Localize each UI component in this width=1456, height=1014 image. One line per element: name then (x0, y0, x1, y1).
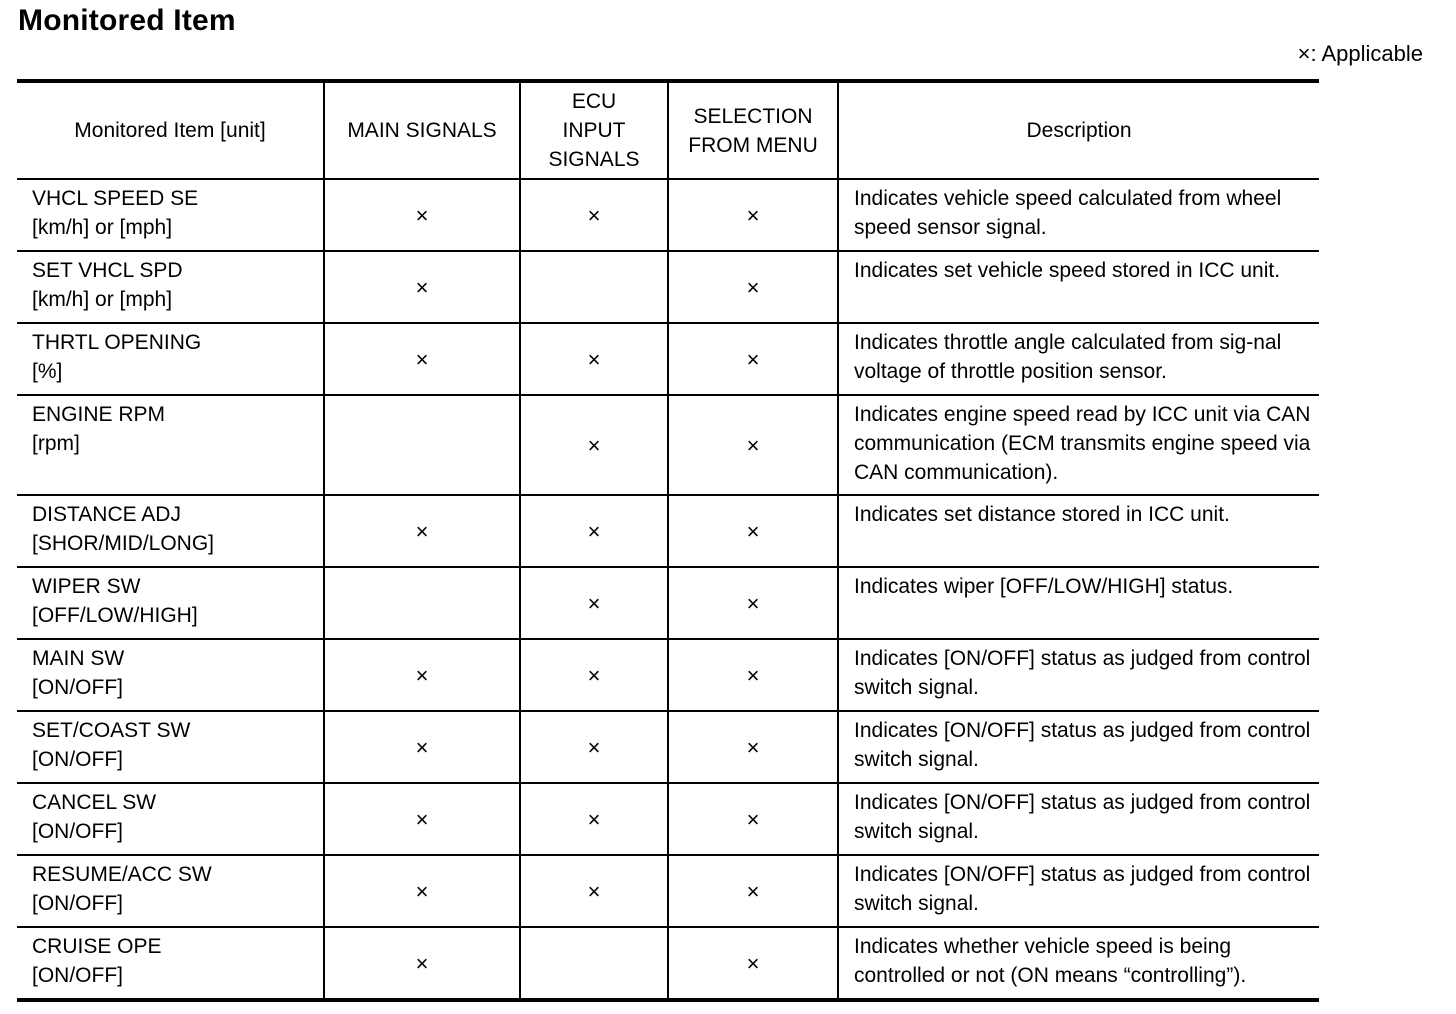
main-signals-mark: × (324, 323, 520, 395)
table-row (17, 711, 1319, 783)
item-unit: [ON/OFF] (32, 676, 123, 699)
table-row (17, 495, 1319, 567)
item-unit: [OFF/LOW/HIGH] (32, 604, 198, 627)
selection-menu-mark: × (668, 567, 838, 639)
item-unit: [rpm] (32, 432, 80, 455)
selection-menu-mark: × (668, 639, 838, 711)
table-row (17, 927, 1319, 1000)
item-name: DISTANCE ADJ (32, 503, 181, 526)
ecu-input-mark: × (520, 567, 668, 639)
main-signals-mark: × (324, 855, 520, 927)
table-row (17, 251, 1319, 323)
ecu-input-mark: × (520, 395, 668, 495)
selection-menu-mark: × (668, 711, 838, 783)
ecu-input-mark (520, 927, 668, 1000)
description-cell: Indicates set vehicle speed stored in ICC unit. (838, 251, 1319, 323)
applicable-legend: ×: Applicable (1297, 41, 1423, 66)
header-selection-from-menu: SELECTION FROM MENU (668, 81, 838, 179)
header-ecu-input-signals: ECU INPUT SIGNALS (520, 81, 668, 179)
main-signals-mark: × (324, 495, 520, 567)
ecu-input-mark: × (520, 495, 668, 567)
selection-menu-mark: × (668, 323, 838, 395)
ecu-input-mark: × (520, 179, 668, 251)
item-unit: [SHOR/MID/LONG] (32, 532, 215, 555)
item-cell (17, 395, 324, 495)
selection-menu-mark: × (668, 251, 838, 323)
item-unit: [km/h] or [mph] (32, 216, 173, 239)
header-monitored-item: Monitored Item [unit] (17, 81, 324, 179)
item-name: SET VHCL SPD (32, 259, 183, 282)
description-cell: Indicates [ON/OFF] status as judged from control switch signal. (838, 711, 1319, 783)
main-signals-mark (324, 567, 520, 639)
selection-menu-mark: × (668, 395, 838, 495)
ecu-input-mark: × (520, 323, 668, 395)
main-signals-mark: × (324, 251, 520, 323)
item-unit: [km/h] or [mph] (32, 288, 173, 311)
item-name: WIPER SW (32, 575, 141, 598)
description-cell: Indicates [ON/OFF] status as judged from control switch signal. (838, 783, 1319, 855)
description-cell: Indicates set distance stored in ICC unit. (838, 495, 1319, 567)
table-header-row (17, 81, 1319, 179)
item-name: SET/COAST SW (32, 719, 191, 742)
item-name: ENGINE RPM (32, 403, 166, 426)
table-row (17, 639, 1319, 711)
item-name: CRUISE OPE (32, 935, 162, 958)
description-cell: Indicates [ON/OFF] status as judged from control switch signal. (838, 639, 1319, 711)
item-cell (17, 855, 324, 927)
selection-menu-mark: × (668, 855, 838, 927)
item-cell (17, 495, 324, 567)
item-name: VHCL SPEED SE (32, 187, 199, 210)
header-main-signals: MAIN SIGNALS (324, 81, 520, 179)
item-unit: [ON/OFF] (32, 964, 123, 987)
description-cell: Indicates whether vehicle speed is being controlled or not (ON means “controlling”). (838, 927, 1319, 1000)
description-cell: Indicates engine speed read by ICC unit via CAN communication (ECM transmits engine speed via CAN communication). (838, 395, 1319, 495)
main-signals-mark: × (324, 639, 520, 711)
main-signals-mark (324, 395, 520, 495)
ecu-input-mark: × (520, 783, 668, 855)
item-cell (17, 251, 324, 323)
item-unit: [ON/OFF] (32, 892, 123, 915)
selection-menu-mark: × (668, 783, 838, 855)
item-name: RESUME/ACC SW (32, 863, 212, 886)
item-unit: [%] (32, 360, 63, 383)
item-cell (17, 323, 324, 395)
table-row (17, 395, 1319, 495)
table-row (17, 323, 1319, 395)
item-cell (17, 927, 324, 1000)
main-signals-mark: × (324, 179, 520, 251)
item-name: THRTL OPENING (32, 331, 202, 354)
item-cell (17, 639, 324, 711)
description-cell: Indicates wiper [OFF/LOW/HIGH] status. (838, 567, 1319, 639)
ecu-input-mark (520, 251, 668, 323)
description-cell: Indicates throttle angle calculated from sig-nal voltage of throttle position sensor. (838, 323, 1319, 395)
header-description: Description (838, 81, 1319, 179)
table-row (17, 179, 1319, 251)
description-cell: Indicates [ON/OFF] status as judged from control switch signal. (838, 855, 1319, 927)
item-cell (17, 179, 324, 251)
selection-menu-mark: × (668, 495, 838, 567)
item-cell (17, 783, 324, 855)
main-signals-mark: × (324, 783, 520, 855)
main-signals-mark: × (324, 711, 520, 783)
table-row (17, 783, 1319, 855)
monitored-item-table (17, 79, 1319, 1002)
item-unit: [ON/OFF] (32, 820, 123, 843)
item-unit: [ON/OFF] (32, 748, 123, 771)
item-name: MAIN SW (32, 647, 125, 670)
table-row (17, 855, 1319, 927)
description-cell: Indicates vehicle speed calculated from wheel speed sensor signal. (838, 179, 1319, 251)
selection-menu-mark: × (668, 927, 838, 1000)
ecu-input-mark: × (520, 855, 668, 927)
item-name: CANCEL SW (32, 791, 157, 814)
ecu-input-mark: × (520, 639, 668, 711)
ecu-input-mark: × (520, 711, 668, 783)
selection-menu-mark: × (668, 179, 838, 251)
table-row (17, 567, 1319, 639)
main-signals-mark: × (324, 927, 520, 1000)
item-cell (17, 567, 324, 639)
item-cell (17, 711, 324, 783)
page-title: Monitored Item (18, 4, 236, 37)
